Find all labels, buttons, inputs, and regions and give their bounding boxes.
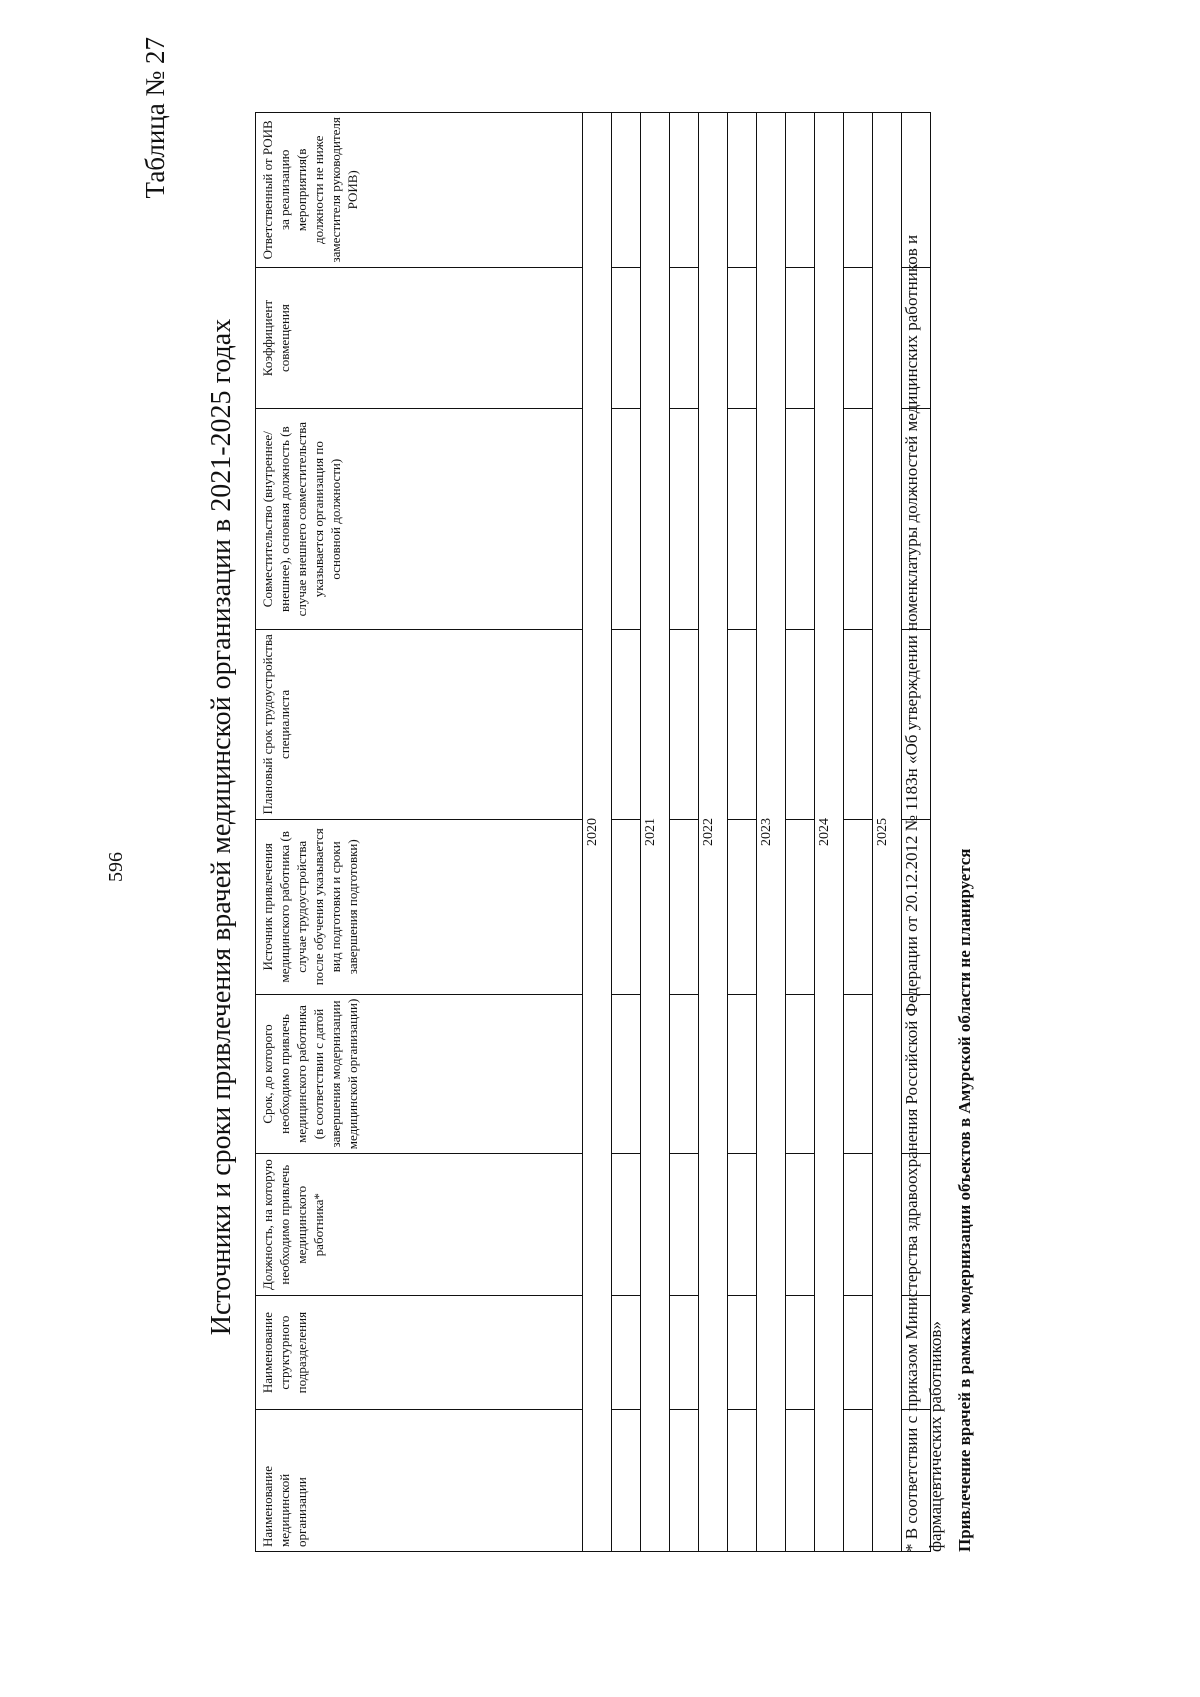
table-row	[728, 113, 757, 1552]
empty-cell	[786, 1154, 815, 1296]
empty-cell	[728, 409, 757, 629]
header-cell: Срок, до которого необходимо привлечь медицинского работника (в соответствии с датой завершения модернизации медицинской организации)	[256, 994, 583, 1154]
empty-cell	[844, 1296, 873, 1410]
year-row	[757, 113, 786, 1552]
table-row	[612, 113, 641, 1552]
empty-cell	[844, 1154, 873, 1296]
header-cell: Ответственный от РОИВ за реализацию мероприятия(в должности не ниже заместителя руководителя РОИВ)	[256, 113, 583, 268]
empty-cell	[728, 1154, 757, 1296]
empty-cell	[612, 1410, 641, 1552]
empty-cell	[612, 1296, 641, 1410]
year-label: 2020	[583, 113, 612, 1552]
header-cell: Коэффициент совмещения	[256, 267, 583, 409]
empty-cell	[844, 409, 873, 629]
empty-cell	[728, 113, 757, 268]
document-title: Источники и сроки привлечения врачей медицинской организации в 2021-2025 годах	[206, 318, 237, 1336]
year-row	[815, 113, 844, 1552]
empty-cell	[786, 409, 815, 629]
header-cell: Наименование структурного подразделения	[256, 1296, 583, 1410]
year-label: 2021	[641, 113, 670, 1552]
year-row	[641, 113, 670, 1552]
empty-cell	[670, 994, 699, 1154]
empty-cell	[670, 1154, 699, 1296]
empty-cell	[728, 819, 757, 994]
table-number: Таблица № 27	[140, 37, 170, 199]
empty-cell	[670, 1296, 699, 1410]
table-row	[786, 113, 815, 1552]
empty-cell	[728, 994, 757, 1154]
empty-cell	[786, 629, 815, 819]
header-cell: Плановый срок трудоустройства специалиста	[256, 629, 583, 819]
empty-cell	[612, 113, 641, 268]
empty-cell	[612, 267, 641, 409]
empty-cell	[844, 629, 873, 819]
year-label: 2022	[699, 113, 728, 1552]
year-row	[873, 113, 902, 1552]
empty-cell	[844, 994, 873, 1154]
empty-cell	[786, 267, 815, 409]
empty-cell	[728, 1296, 757, 1410]
empty-cell	[844, 1410, 873, 1552]
empty-cell	[612, 409, 641, 629]
header-cell: Должность, на которую необходимо привлечь медицинского работника*	[256, 1154, 583, 1296]
empty-cell	[786, 994, 815, 1154]
empty-cell	[844, 113, 873, 268]
year-label: 2023	[757, 113, 786, 1552]
empty-cell	[786, 1296, 815, 1410]
empty-cell	[728, 267, 757, 409]
empty-cell	[786, 819, 815, 994]
empty-cell	[844, 819, 873, 994]
empty-cell	[612, 1154, 641, 1296]
empty-cell	[728, 1410, 757, 1552]
year-row	[583, 113, 612, 1552]
empty-cell	[612, 994, 641, 1154]
empty-cell	[728, 629, 757, 819]
empty-cell	[844, 267, 873, 409]
header-cell: Наименование медицинской организации	[256, 1410, 583, 1552]
footnote: * В соответствии с приказом Министерства здравоохранения Российской Федерации от 20.12.2012 № 1183н «Об утверждении номенклатуры должностей медицинских работников и фармацевтических работников»	[902, 234, 945, 1552]
empty-cell	[612, 629, 641, 819]
empty-cell	[670, 113, 699, 268]
page-number: 596	[105, 852, 127, 882]
empty-cell	[786, 1410, 815, 1552]
header-row	[256, 113, 583, 1552]
year-row	[699, 113, 728, 1552]
empty-cell	[670, 267, 699, 409]
header-cell: Совместительство (внутреннее/внешнее), основная должность (в случае внешнего совместительства указывается организация по основной должности)	[256, 409, 583, 629]
header-cell: Источник привлечения медицинского работника (в случае трудоустройства после обучения указывается вид подготовки и сроки завершения подготовки)	[256, 819, 583, 994]
empty-cell	[612, 819, 641, 994]
empty-cell	[786, 113, 815, 268]
empty-cell	[670, 819, 699, 994]
empty-cell	[670, 629, 699, 819]
empty-cell	[670, 1410, 699, 1552]
empty-cell	[670, 409, 699, 629]
year-label: 2024	[815, 113, 844, 1552]
bottom-note: Привлечение врачей в рамках модернизации объектов в Амурской области не планируется	[955, 848, 974, 1552]
table-row	[670, 113, 699, 1552]
table-row	[844, 113, 873, 1552]
year-label: 2025	[873, 113, 902, 1552]
recruitment-table	[255, 112, 931, 1552]
